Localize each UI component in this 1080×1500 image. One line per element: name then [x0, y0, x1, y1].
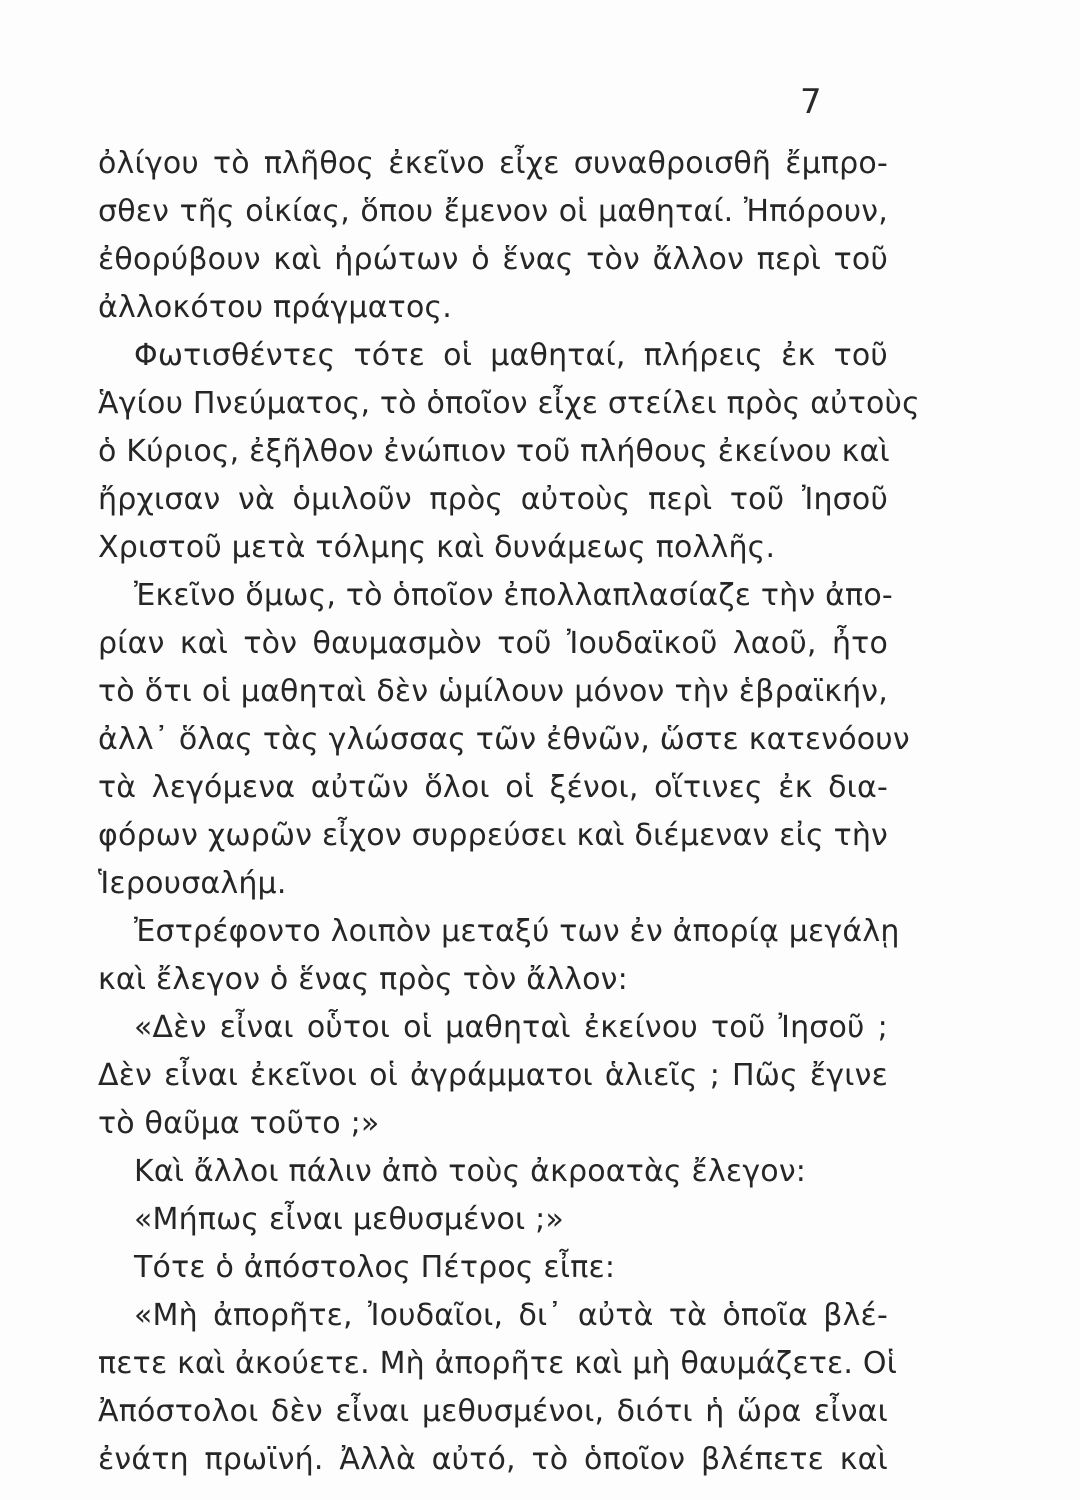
text-line: «Δὲν εἶναι οὗτοι οἱ μαθηταὶ ἐκείνου τοῦ Ἰησοῦ ; [134, 1010, 888, 1045]
text-line: ἀλλοκότου πράγματος. [98, 290, 453, 325]
text-line: πετε καὶ ἀκούετε. Μὴ ἀπορῆτε καὶ μὴ θαυμάζετε. Οἱ [98, 1346, 898, 1381]
text-line: ὀλίγου τὸ πλῆθος ἐκεῖνο εἶχε συναθροισθῆ ἔμπρο- [98, 146, 888, 181]
text-line: «Μὴ ἀπορῆτε, Ἰουδαῖοι, δι᾽ αὐτὰ τὰ ὁποῖα βλέ- [134, 1298, 888, 1333]
body-text [98, 140, 920, 1484]
text-line: τὸ ὅτι οἱ μαθηταὶ δὲν ὡμίλουν μόνον τὴν ἑβραϊκήν, [98, 674, 888, 709]
text-line: Ἀπόστολοι δὲν εἶναι μεθυσμένοι, διότι ἡ ὥρα εἶναι [98, 1394, 888, 1429]
text-line: τὰ λεγόμενα αὐτῶν ὅλοι οἱ ξένοι, οἵτινες ἐκ δια- [98, 770, 888, 805]
text-line: Ἐστρέφοντο λοιπὸν μεταξύ των ἐν ἀπορίᾳ μεγάλῃ [134, 914, 900, 949]
page-number: 7 [800, 82, 822, 122]
text-line: Ἐκεῖνο ὅμως, τὸ ὁποῖον ἐπολλαπλασίαζε τὴν ἀπο- [134, 578, 893, 613]
text-line: Καὶ ἄλλοι πάλιν ἀπὸ τοὺς ἀκροατὰς ἔλεγον: [134, 1154, 807, 1189]
text-line: σθεν τῆς οἰκίας, ὅπου ἔμενον οἱ μαθηταί. Ἠπόρουν, [98, 194, 888, 229]
text-line: ἐθορύβουν καὶ ἠρώτων ὁ ἕνας τὸν ἄλλον περὶ τοῦ [98, 242, 888, 277]
text-line: ἤρχισαν νὰ ὁμιλοῦν πρὸς αὐτοὺς περὶ τοῦ Ἰησοῦ [98, 482, 888, 517]
text-line: Τότε ὁ ἀπόστολος Πέτρος εἶπε: [134, 1250, 616, 1285]
text-line: φόρων χωρῶν εἶχον συρρεύσει καὶ διέμεναν εἰς τὴν [98, 818, 888, 853]
text-line: ἀλλ᾽ ὅλας τὰς γλώσσας τῶν ἐθνῶν, ὥστε κατενόουν [98, 722, 910, 757]
text-line: Ἁγίου Πνεύματος, τὸ ὁποῖον εἶχε στείλει πρὸς αὐτοὺς [98, 386, 920, 421]
text-line: Φωτισθέντες τότε οἱ μαθηταί, πλήρεις ἐκ τοῦ [134, 338, 888, 373]
text-line: ἐνάτη πρωϊνή. Ἀλλὰ αὐτό, τὸ ὁποῖον βλέπετε καὶ [98, 1442, 888, 1477]
text-line: «Μήπως εἶναι μεθυσμένοι ;» [134, 1202, 564, 1237]
text-line: Χριστοῦ μετὰ τόλμης καὶ δυνάμεως πολλῆς. [98, 530, 776, 565]
text-line: καὶ ἔλεγον ὁ ἕνας πρὸς τὸν ἄλλον: [98, 962, 628, 997]
text-line: Ἱερουσαλήμ. [98, 866, 287, 901]
text-line: ὁ Κύριος, ἐξῆλθον ἐνώπιον τοῦ πλήθους ἐκείνου καὶ [98, 434, 890, 469]
text-line: Δὲν εἶναι ἐκεῖνοι οἱ ἀγράμματοι ἁλιεῖς ; Πῶς ἔγινε [98, 1058, 888, 1093]
text-line: τὸ θαῦμα τοῦτο ;» [98, 1106, 380, 1141]
text-line: ρίαν καὶ τὸν θαυμασμὸν τοῦ Ἰουδαϊκοῦ λαοῦ, ἦτο [98, 626, 888, 661]
